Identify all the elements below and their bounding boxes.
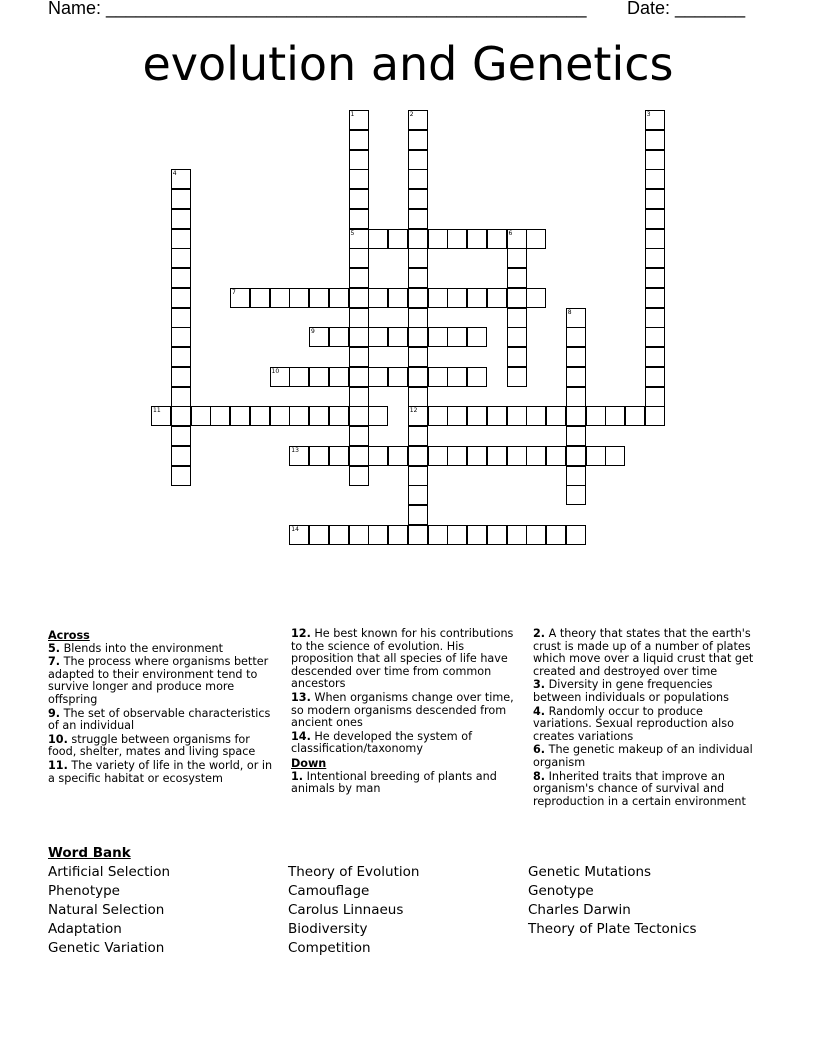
crossword-cell[interactable] bbox=[566, 387, 586, 407]
crossword-cell[interactable] bbox=[408, 209, 428, 229]
date-field-label: Date: _______ bbox=[627, 0, 746, 18]
word-bank-item: Natural Selection bbox=[48, 902, 165, 918]
down-clue bbox=[533, 628, 763, 678]
crossword-cell[interactable] bbox=[645, 229, 665, 249]
across-clue bbox=[48, 656, 278, 706]
crossword-cell[interactable] bbox=[467, 327, 487, 347]
cell-number: 14 bbox=[291, 525, 299, 533]
crossword-cell[interactable] bbox=[171, 229, 191, 249]
crossword-cell[interactable] bbox=[586, 406, 606, 426]
word-bank-item: Competition bbox=[288, 940, 371, 956]
crossword-cell[interactable] bbox=[408, 268, 428, 288]
clue-text: When organisms change over time, so modern organisms descended from ancient ones bbox=[291, 690, 514, 730]
crossword-cell[interactable] bbox=[368, 525, 388, 545]
crossword-cell[interactable] bbox=[171, 367, 191, 387]
crossword-cell[interactable] bbox=[507, 406, 527, 426]
crossword-cell[interactable] bbox=[526, 525, 546, 545]
crossword-cell[interactable] bbox=[349, 229, 369, 249]
crossword-cell[interactable] bbox=[270, 367, 290, 387]
crossword-cell[interactable] bbox=[349, 466, 369, 486]
clue-number: 3. bbox=[533, 678, 546, 692]
crossword-cell[interactable] bbox=[309, 446, 329, 466]
down-clue bbox=[533, 679, 763, 704]
clue-text: Diversity in gene frequencies between individuals or populations bbox=[533, 678, 729, 704]
crossword-cell[interactable] bbox=[428, 229, 448, 249]
clue-number: 7. bbox=[48, 655, 61, 669]
crossword-cell[interactable] bbox=[349, 387, 369, 407]
clue-number: 5. bbox=[48, 641, 61, 655]
crossword-cell[interactable] bbox=[645, 169, 665, 189]
crossword-cell[interactable] bbox=[487, 525, 507, 545]
crossword-cell[interactable] bbox=[309, 367, 329, 387]
crossword-cell[interactable] bbox=[250, 288, 270, 308]
crossword-cell[interactable] bbox=[507, 446, 527, 466]
crossword-cell[interactable] bbox=[566, 308, 586, 328]
across-clue bbox=[291, 692, 521, 730]
crossword-cell[interactable] bbox=[289, 446, 309, 466]
down-heading: Down bbox=[291, 756, 327, 770]
crossword-cell[interactable] bbox=[329, 367, 349, 387]
crossword-cell[interactable] bbox=[645, 347, 665, 367]
crossword-cell[interactable] bbox=[526, 406, 546, 426]
crossword-cell[interactable] bbox=[408, 130, 428, 150]
crossword-cell[interactable] bbox=[349, 406, 369, 426]
crossword-cell[interactable] bbox=[289, 406, 309, 426]
crossword-cell[interactable] bbox=[507, 327, 527, 347]
name-field-label: Name: ________________________________________________ bbox=[48, 0, 587, 18]
crossword-cell[interactable] bbox=[171, 308, 191, 328]
crossword-cell[interactable] bbox=[309, 327, 329, 347]
crossword-cell[interactable] bbox=[349, 367, 369, 387]
clue-text: Intentional breeding of plants and animals by man bbox=[291, 769, 497, 796]
crossword-cell[interactable] bbox=[270, 406, 290, 426]
crossword-cell[interactable] bbox=[566, 367, 586, 387]
crossword-cell[interactable] bbox=[507, 268, 527, 288]
clue-text: Inherited traits that improve an organism's chance of survival and reproduction in a certain environment bbox=[533, 769, 746, 808]
crossword-cell[interactable] bbox=[171, 426, 191, 446]
clue-number: 11. bbox=[48, 758, 68, 772]
word-bank-item: Biodiversity bbox=[288, 921, 368, 937]
crossword-cell[interactable] bbox=[447, 288, 467, 308]
crossword-cell[interactable] bbox=[408, 485, 428, 505]
crossword-cell[interactable] bbox=[349, 248, 369, 268]
clue-text: He developed the system of classification/taxonomy bbox=[291, 729, 473, 756]
crossword-cell[interactable] bbox=[349, 130, 369, 150]
crossword-cell[interactable] bbox=[309, 288, 329, 308]
crossword-cell[interactable] bbox=[566, 525, 586, 545]
cell-number: 1 bbox=[350, 111, 355, 118]
crossword-cell[interactable] bbox=[467, 406, 487, 426]
crossword-cell[interactable] bbox=[566, 426, 586, 446]
crossword-cell[interactable] bbox=[428, 327, 448, 347]
crossword-cell[interactable] bbox=[329, 406, 349, 426]
crossword-cell[interactable] bbox=[368, 327, 388, 347]
crossword-cell[interactable] bbox=[487, 229, 507, 249]
crossword-cell[interactable] bbox=[447, 229, 467, 249]
crossword-cell[interactable] bbox=[309, 525, 329, 545]
crossword-cell[interactable] bbox=[526, 446, 546, 466]
crossword-cell[interactable] bbox=[388, 327, 408, 347]
clues-column-2 bbox=[291, 628, 521, 797]
crossword-cell[interactable] bbox=[566, 327, 586, 347]
crossword-cell[interactable] bbox=[349, 150, 369, 170]
cell-number: 4 bbox=[172, 170, 177, 178]
crossword-cell[interactable] bbox=[546, 525, 566, 545]
crossword-cell[interactable] bbox=[566, 466, 586, 486]
crossword-cell[interactable] bbox=[349, 308, 369, 328]
crossword-cell[interactable] bbox=[171, 466, 191, 486]
cell-number: 3 bbox=[646, 111, 651, 118]
crossword-cell[interactable] bbox=[645, 110, 665, 130]
cell-number: 2 bbox=[409, 111, 414, 118]
clue-number: 13. bbox=[291, 690, 311, 704]
crossword-cell[interactable] bbox=[467, 229, 487, 249]
clue-number: 10. bbox=[48, 732, 68, 746]
clue-text: struggle between organisms for food, shelter, mates and living space bbox=[48, 732, 256, 759]
crossword-cell[interactable] bbox=[171, 268, 191, 288]
crossword-cell[interactable] bbox=[230, 288, 250, 308]
crossword-cell[interactable] bbox=[408, 387, 428, 407]
crossword-cell[interactable] bbox=[645, 189, 665, 209]
crossword-cell[interactable] bbox=[566, 446, 586, 466]
cell-number: 12 bbox=[409, 407, 418, 415]
word-bank-item: Charles Darwin bbox=[528, 902, 631, 918]
word-bank-item: Theory of Plate Tectonics bbox=[528, 921, 697, 937]
crossword-cell[interactable] bbox=[645, 406, 665, 426]
crossword-cell[interactable] bbox=[368, 367, 388, 387]
crossword-cell[interactable] bbox=[566, 485, 586, 505]
crossword-cell[interactable] bbox=[329, 525, 349, 545]
crossword-cell[interactable] bbox=[507, 248, 527, 268]
crossword-cell[interactable] bbox=[447, 327, 467, 347]
crossword-cell[interactable] bbox=[645, 209, 665, 229]
crossword-cell[interactable] bbox=[250, 406, 270, 426]
crossword-cell[interactable] bbox=[408, 288, 428, 308]
crossword-cell[interactable] bbox=[447, 367, 467, 387]
crossword-cell[interactable] bbox=[408, 150, 428, 170]
clues-column-3 bbox=[533, 628, 763, 809]
crossword-cell[interactable] bbox=[447, 406, 467, 426]
cell-number: 5 bbox=[350, 229, 355, 237]
crossword-cell[interactable] bbox=[428, 367, 448, 387]
word-bank-item: Genetic Mutations bbox=[528, 864, 652, 880]
crossword-cell[interactable] bbox=[230, 406, 250, 426]
crossword-cell[interactable] bbox=[171, 189, 191, 209]
clue-number: 4. bbox=[533, 704, 546, 718]
word-bank bbox=[48, 845, 788, 956]
crossword-cell[interactable] bbox=[289, 288, 309, 308]
crossword-cell[interactable] bbox=[388, 229, 408, 249]
word-bank-item: Carolus Linnaeus bbox=[288, 902, 404, 918]
crossword-cell[interactable] bbox=[408, 189, 428, 209]
crossword-cell[interactable] bbox=[408, 169, 428, 189]
crossword-cell[interactable] bbox=[507, 525, 527, 545]
clue-text: A theory that states that the earth's crust is made up of a number of plates which move over a liquid crust that get created and destroyed over time bbox=[533, 627, 754, 678]
crossword-cell[interactable] bbox=[566, 347, 586, 367]
crossword-cell[interactable] bbox=[191, 406, 211, 426]
crossword-cell[interactable] bbox=[645, 308, 665, 328]
crossword-cell[interactable] bbox=[408, 525, 428, 545]
down-clue bbox=[533, 706, 763, 744]
crossword-cell[interactable] bbox=[349, 446, 369, 466]
clue-number: 6. bbox=[533, 743, 546, 757]
word-bank-column-1 bbox=[48, 863, 288, 958]
clue-number: 2. bbox=[533, 627, 546, 640]
clue-text: The set of observable characteristics of an individual bbox=[48, 706, 271, 733]
crossword-cell[interactable] bbox=[151, 406, 171, 426]
cell-number: 8 bbox=[567, 308, 572, 316]
clue-text: Randomly occur to produce variations. Sexual reproduction also creates variations bbox=[533, 704, 734, 743]
crossword-cell[interactable] bbox=[645, 327, 665, 347]
page-title: evolution and Genetics bbox=[142, 37, 674, 91]
crossword-cell[interactable] bbox=[645, 130, 665, 150]
word-bank-item: Genetic Variation bbox=[48, 940, 165, 956]
crossword-cell[interactable] bbox=[507, 308, 527, 328]
word-bank-title: Word Bank bbox=[48, 845, 131, 861]
crossword-cell[interactable] bbox=[349, 268, 369, 288]
clue-text: Blends into the environment bbox=[63, 641, 224, 655]
word-bank-item: Theory of Evolution bbox=[288, 864, 420, 880]
crossword-cell[interactable] bbox=[408, 248, 428, 268]
crossword-cell[interactable] bbox=[329, 446, 349, 466]
crossword-cell[interactable] bbox=[408, 308, 428, 328]
down-clue bbox=[291, 771, 521, 796]
crossword-cell[interactable] bbox=[645, 150, 665, 170]
cell-number: 7 bbox=[232, 288, 236, 296]
crossword-cell[interactable] bbox=[171, 446, 191, 466]
clue-text: The genetic makeup of an individual organism bbox=[533, 743, 753, 769]
clue-number: 8. bbox=[533, 769, 546, 783]
crossword-cell[interactable] bbox=[408, 466, 428, 486]
crossword-cell[interactable] bbox=[388, 446, 408, 466]
word-bank-item: Phenotype bbox=[48, 883, 120, 899]
crossword-cell[interactable] bbox=[408, 327, 428, 347]
crossword-cell[interactable] bbox=[408, 347, 428, 367]
crossword-cell[interactable] bbox=[349, 347, 369, 367]
crossword-cell[interactable] bbox=[487, 288, 507, 308]
crossword-cell[interactable] bbox=[171, 209, 191, 229]
crossword-cell[interactable] bbox=[388, 367, 408, 387]
cell-number: 13 bbox=[291, 446, 299, 454]
across-clue bbox=[48, 734, 278, 759]
cell-number: 11 bbox=[153, 407, 161, 415]
crossword-cell[interactable] bbox=[566, 406, 586, 426]
word-bank-column-2 bbox=[288, 863, 528, 958]
crossword-cell[interactable] bbox=[368, 446, 388, 466]
crossword-cell[interactable] bbox=[447, 446, 467, 466]
crossword-cell[interactable] bbox=[171, 248, 191, 268]
down-clue bbox=[533, 744, 763, 769]
down-clue bbox=[533, 771, 763, 809]
crossword-cell[interactable] bbox=[625, 406, 645, 426]
across-clue bbox=[291, 731, 521, 756]
crossword-cell[interactable] bbox=[507, 229, 527, 249]
across-clue bbox=[48, 708, 278, 733]
crossword-cell[interactable] bbox=[526, 229, 546, 249]
cell-number: 6 bbox=[508, 229, 513, 237]
crossword-cell[interactable] bbox=[645, 387, 665, 407]
crossword-cell[interactable] bbox=[210, 406, 230, 426]
crossword-cell[interactable] bbox=[645, 268, 665, 288]
crossword-cell[interactable] bbox=[171, 347, 191, 367]
crossword-cell[interactable] bbox=[171, 169, 191, 189]
across-clue bbox=[291, 628, 521, 691]
crossword-cell[interactable] bbox=[447, 525, 467, 545]
crossword-cell[interactable] bbox=[546, 406, 566, 426]
crossword-cell[interactable] bbox=[507, 367, 527, 387]
crossword-cell[interactable] bbox=[368, 229, 388, 249]
crossword-cell[interactable] bbox=[428, 406, 448, 426]
clue-text: The variety of life in the world, or in a specific habitat or ecosystem bbox=[48, 758, 273, 785]
crossword-cell[interactable] bbox=[605, 406, 625, 426]
crossword-cell[interactable] bbox=[408, 229, 428, 249]
crossword-cell[interactable] bbox=[487, 446, 507, 466]
word-bank-item: Adaptation bbox=[48, 921, 122, 937]
crossword-cell[interactable] bbox=[645, 367, 665, 387]
crossword-cell[interactable] bbox=[408, 110, 428, 130]
crossword-cell[interactable] bbox=[270, 288, 290, 308]
crossword-cell[interactable] bbox=[487, 406, 507, 426]
crossword-cell[interactable] bbox=[329, 327, 349, 347]
word-bank-item: Artificial Selection bbox=[48, 864, 171, 880]
crossword-cell[interactable] bbox=[586, 446, 606, 466]
clue-text: The process where organisms better adapted to their environment tend to survive longer and produce more offspring bbox=[48, 655, 269, 706]
crossword-cell[interactable] bbox=[349, 209, 369, 229]
crossword-cell[interactable] bbox=[349, 525, 369, 545]
crossword-cell[interactable] bbox=[428, 288, 448, 308]
crossword-cell[interactable] bbox=[408, 367, 428, 387]
crossword-cell[interactable] bbox=[546, 446, 566, 466]
cell-number: 10 bbox=[271, 367, 280, 375]
crossword-cell[interactable] bbox=[388, 288, 408, 308]
crossword-cell[interactable] bbox=[507, 347, 527, 367]
crossword-cell[interactable] bbox=[467, 367, 487, 387]
across-clue bbox=[48, 760, 278, 785]
crossword-cell[interactable] bbox=[467, 288, 487, 308]
crossword-cell[interactable] bbox=[408, 446, 428, 466]
crossword-cell[interactable] bbox=[467, 446, 487, 466]
across-heading: Across bbox=[48, 629, 90, 642]
crossword-cell[interactable] bbox=[645, 288, 665, 308]
cell-number: 9 bbox=[311, 328, 315, 336]
word-bank-item: Genotype bbox=[528, 883, 594, 899]
crossword-cell[interactable] bbox=[428, 446, 448, 466]
crossword-cell[interactable] bbox=[645, 248, 665, 268]
crossword-cell[interactable] bbox=[349, 426, 369, 446]
clue-number: 14. bbox=[291, 729, 311, 743]
crossword-cell[interactable] bbox=[171, 387, 191, 407]
clue-number: 9. bbox=[48, 706, 61, 720]
crossword-cell[interactable] bbox=[605, 446, 625, 466]
crossword-cell[interactable] bbox=[289, 367, 309, 387]
crossword-cell[interactable] bbox=[349, 327, 369, 347]
word-bank-column-3 bbox=[528, 863, 768, 939]
crossword-cell[interactable] bbox=[368, 288, 388, 308]
crossword-cell[interactable] bbox=[526, 288, 546, 308]
crossword-cell[interactable] bbox=[349, 110, 369, 130]
crossword-cell[interactable] bbox=[349, 189, 369, 209]
crossword-cell[interactable] bbox=[428, 525, 448, 545]
crossword-cell[interactable] bbox=[408, 406, 428, 426]
crossword-cell[interactable] bbox=[289, 525, 309, 545]
crossword-cell[interactable] bbox=[171, 327, 191, 347]
clue-number: 1. bbox=[291, 769, 304, 783]
crossword-cell[interactable] bbox=[309, 406, 329, 426]
crossword-cell[interactable] bbox=[349, 288, 369, 308]
clue-text: He best known for his contributions to the science of evolution. His proposition that all species of life have descended over time from common ancestors bbox=[291, 627, 514, 691]
clues-column-1 bbox=[48, 628, 278, 786]
crossword-cell[interactable] bbox=[329, 288, 349, 308]
crossword-cell[interactable] bbox=[171, 406, 191, 426]
crossword-cell[interactable] bbox=[408, 426, 428, 446]
crossword-cell[interactable] bbox=[507, 288, 527, 308]
crossword-cell[interactable] bbox=[349, 169, 369, 189]
clue-number: 12. bbox=[291, 627, 311, 640]
crossword-cell[interactable] bbox=[388, 525, 408, 545]
crossword-cell[interactable] bbox=[171, 288, 191, 308]
crossword-cell[interactable] bbox=[467, 525, 487, 545]
word-bank-item: Camouflage bbox=[288, 883, 370, 899]
crossword-cell[interactable] bbox=[368, 406, 388, 426]
crossword-cell[interactable] bbox=[408, 505, 428, 525]
across-clue bbox=[48, 643, 278, 656]
